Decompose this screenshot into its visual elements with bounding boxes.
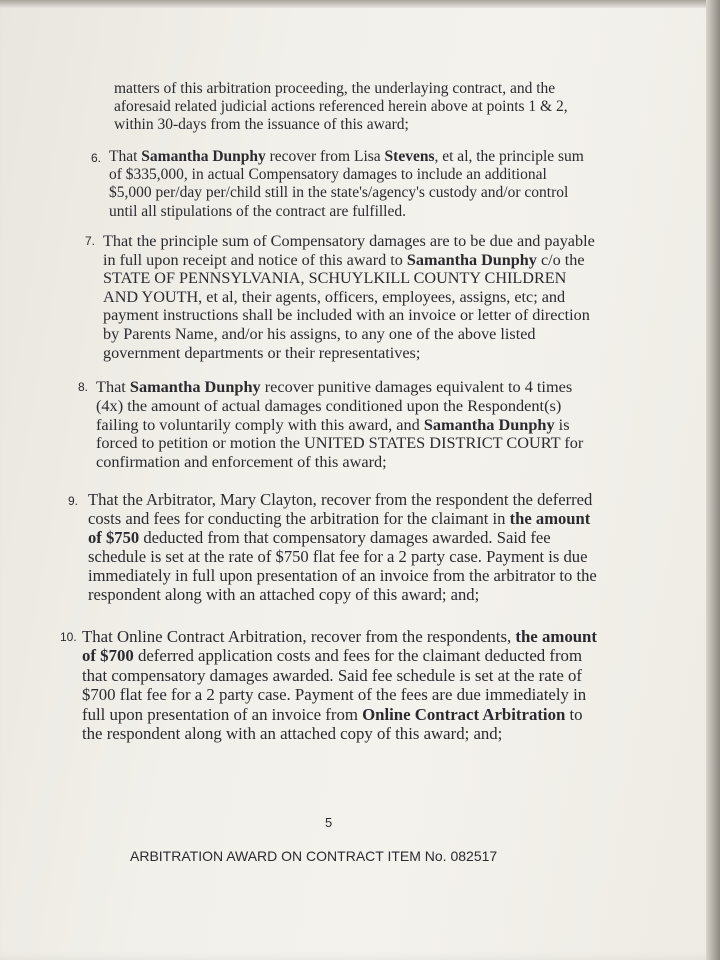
item-line: until all stipulations of the contract are fulfilled. (109, 202, 406, 220)
item-line: immediately in full upon presentation of an invoice from the arbitrator to the (88, 565, 597, 585)
item-line: that compensatory damages awarded. Said fee schedule is set at the rate of (82, 665, 582, 685)
item-line: by Parents Name, and/or his assigns, to any one of the above listed (103, 324, 536, 343)
item-line: in full upon receipt and notice of this award to Samantha Dunphy c/o the (103, 250, 585, 269)
item-line: payment instructions shall be included with an invoice or letter of direction (103, 306, 590, 325)
item-line: confirmation and enforcement of this award; (96, 452, 387, 472)
item-line: That Samantha Dunphy recover punitive damages equivalent to 4 times (96, 377, 573, 396)
intro-paragraph (114, 80, 568, 135)
item-line: full upon presentation of an invoice from Online Contract Arbitration to (82, 704, 583, 724)
item-number-8: 8. (78, 380, 89, 394)
item-line: $5,000 per/day per/child still in the state's/agency's custody and/or control (109, 184, 569, 202)
page-top-edge (0, 0, 720, 8)
item-10-paragraph (82, 627, 597, 743)
item-line: costs and fees for conducting the arbitration for the claimant in the amount (88, 508, 591, 528)
item-8-paragraph (96, 378, 583, 472)
item-line: failing to voluntarily comply with this award, and Samantha Dunphy is (96, 414, 570, 434)
item-line: schedule is set at the rate of $750 flat fee for a 2 party case. Payment is due (88, 546, 588, 566)
item-number-10: 10. (60, 630, 77, 644)
page-number: 5 (325, 815, 333, 830)
document-footer: ARBITRATION AWARD ON CONTRACT ITEM No. 082517 (130, 848, 498, 864)
item-line: of $750 deducted from that compensatory damages awarded. Said fee (88, 527, 551, 547)
intro-line: within 30-days from the issuance of this award; (114, 116, 409, 134)
item-line: That the principle sum of Compensatory damages are to be due and payable (103, 232, 595, 250)
item-number-9: 9. (68, 494, 79, 508)
intro-line: aforesaid related judicial actions referenced herein above at points 1 & 2, (114, 98, 568, 116)
item-9-paragraph (88, 491, 597, 604)
item-7-paragraph (103, 232, 595, 362)
item-line: That the Arbitrator, Mary Clayton, recover from the respondent the deferred (88, 490, 593, 509)
item-number-7: 7. (85, 234, 96, 248)
item-line: AND YOUTH, et al, their agents, officers, employees, assigns, etc; and (103, 287, 566, 306)
item-line: the respondent along with an attached copy of this award; and; (82, 724, 503, 744)
intro-line: matters of this arbitration proceeding, the underlaying contract, and the (114, 80, 556, 97)
item-line: STATE OF PENNSYLVANIA, SCHUYLKILL COUNTY CHILDREN (103, 269, 567, 288)
item-line: forced to petition or motion the UNITED STATES DISTRICT COURT for (96, 433, 584, 453)
item-line: (4x) the amount of actual damages conditioned upon the Respondent(s) (96, 395, 562, 415)
page-right-edge (706, 0, 720, 960)
item-number-6: 6. (91, 151, 102, 165)
item-line: That Samantha Dunphy recover from Lisa Stevens, et al, the principle sum (109, 148, 584, 165)
item-6-paragraph (109, 148, 584, 221)
item-line: government departments or their representatives; (103, 343, 421, 362)
item-line: $700 flat fee for a 2 party case. Payment of the fees are due immediately in (82, 685, 587, 705)
item-line: of $700 deferred application costs and fees for the claimant deducted from (82, 646, 582, 666)
item-line: of $335,000, in actual Compensatory damages to include an additional (109, 166, 547, 184)
item-line: That Online Contract Arbitration, recover from the respondents, the amount (82, 627, 597, 646)
item-line: respondent along with an attached copy of this award; and; (88, 584, 480, 604)
